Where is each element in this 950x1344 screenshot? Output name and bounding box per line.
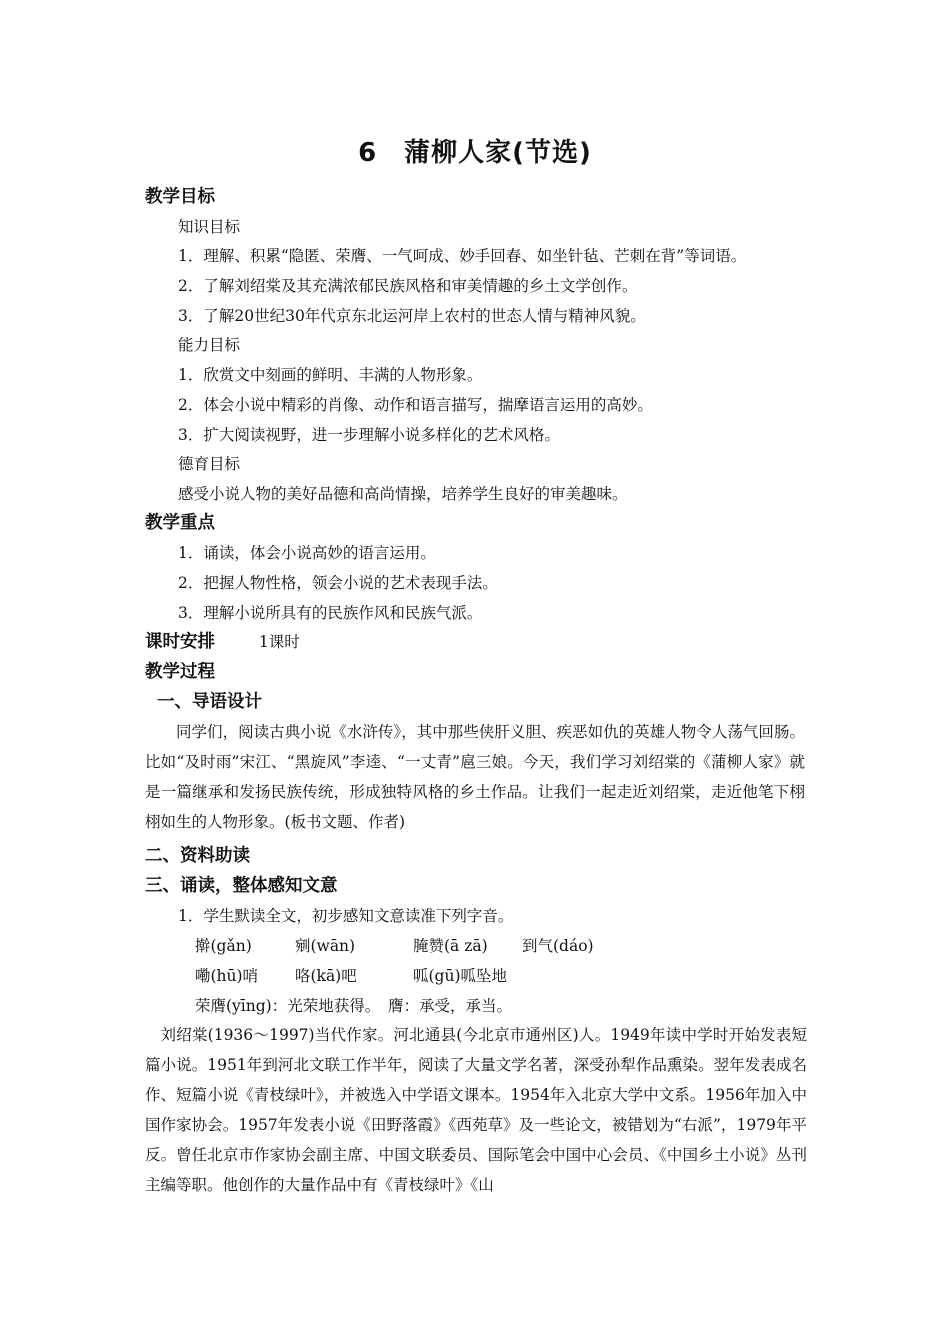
pronunciation-item: 呱(gū)呱坠地 xyxy=(413,967,507,985)
pronunciation-definition: 荣膺(yīng)：光荣地获得。 膺：承受，承当。 xyxy=(195,997,512,1015)
pronunciation-item: 剜(wān) xyxy=(295,937,356,955)
ability-goal-item: 2．体会小说中精彩的肖像、动作和语言描写，揣摩语言运用的高妙。 xyxy=(178,396,653,414)
intro-heading: 一、导语设计 xyxy=(157,692,262,712)
pronunciation-item: 到气(dáo) xyxy=(522,937,594,955)
ability-goal-item: 1．欣赏文中刻画的鲜明、丰满的人物形象。 xyxy=(178,366,483,384)
pronunciation-item: 腌赞(ā zā) xyxy=(413,937,488,955)
pronunciation-item: 嘞(hū)哨 xyxy=(195,967,259,985)
knowledge-goal-item: 2．了解刘绍棠及其充满浓郁民族风格和审美情趣的乡土文学创作。 xyxy=(178,277,638,295)
knowledge-goal-item: 3．了解20世纪30年代京东北运河岸上农村的世态人情与精神风貌。 xyxy=(178,307,646,325)
materials-heading: 二、资料助读 xyxy=(145,846,250,866)
schedule-value: 1课时 xyxy=(258,633,300,651)
knowledge-goal-item: 1．理解、积累“隐匿、荣膺、一气呵成、妙手回春、如坐针毡、芒刺在背”等词语。 xyxy=(178,247,747,265)
knowledge-goal-label: 知识目标 xyxy=(178,218,241,236)
author-bio-paragraph: 刘绍棠(1936～1997)当代作家。河北通县(今北京市通州区)人。1949年读中学时开始发表短篇小说。1951年到河北文联工作半年，阅读了大量文学名著，深受孙犁作品熏染。翌年发表成名作、短篇小说《青枝绿叶》，并被选入中学语文课本。1954年入北京大学中文系。1956年加入中国作家协会。1957年发表小说《田野落霞》《西苑草》及一些论文，被错划为“右派”，1979年平反。曾任北京市作家协会副主席、中国文联委员、国际笔会中国中心会员、《中国乡土小说》丛刊主编等职。他创作的大量作品中有《青枝绿叶》《山 xyxy=(145,1026,807,1194)
process-heading: 教学过程 xyxy=(145,662,215,682)
reading-heading: 三、诵读，整体感知文意 xyxy=(145,876,338,896)
focus-item: 2．把握人物性格，领会小说的艺术表现手法。 xyxy=(178,574,498,592)
page-title: 6 蒲柳人家(节选) xyxy=(358,138,592,168)
moral-goal-text: 感受小说人物的美好品德和高尚情操，培养学生良好的审美趣味。 xyxy=(178,485,628,503)
intro-paragraph: 同学们，阅读古典小说《水浒传》，其中那些侠肝义胆、疾恶如仇的英雄人物令人荡气回肠。比如“及时雨”宋江、“黑旋风”李逵、“一丈青”扈三娘。今天，我们学习刘绍棠的《蒲柳人家》就是一篇继承和发扬民族传统，形成独特风格的乡土作品。让我们一起走近刘绍棠，走近他笔下栩栩如生的人物形象。(板书文题、作者) xyxy=(145,723,805,831)
schedule-row xyxy=(145,631,300,653)
schedule-heading: 课时安排 xyxy=(145,632,215,652)
focus-item: 1．诵读，体会小说高妙的语言运用。 xyxy=(178,544,436,562)
ability-goal-label: 能力目标 xyxy=(178,336,241,354)
focus-item: 3．理解小说所具有的民族作风和民族气派。 xyxy=(178,604,483,622)
reading-step-1: 1．学生默读全文，初步感知文意读准下列字音。 xyxy=(178,907,514,925)
moral-goal-label: 德育目标 xyxy=(178,455,241,473)
ability-goal-item: 3．扩大阅读视野，进一步理解小说多样化的艺术风格。 xyxy=(178,426,560,444)
pronunciation-item: 擀(gǎn) xyxy=(195,937,252,955)
focus-heading: 教学重点 xyxy=(145,513,215,533)
pronunciation-item: 咯(kā)吧 xyxy=(295,967,357,985)
goals-heading: 教学目标 xyxy=(145,187,215,207)
